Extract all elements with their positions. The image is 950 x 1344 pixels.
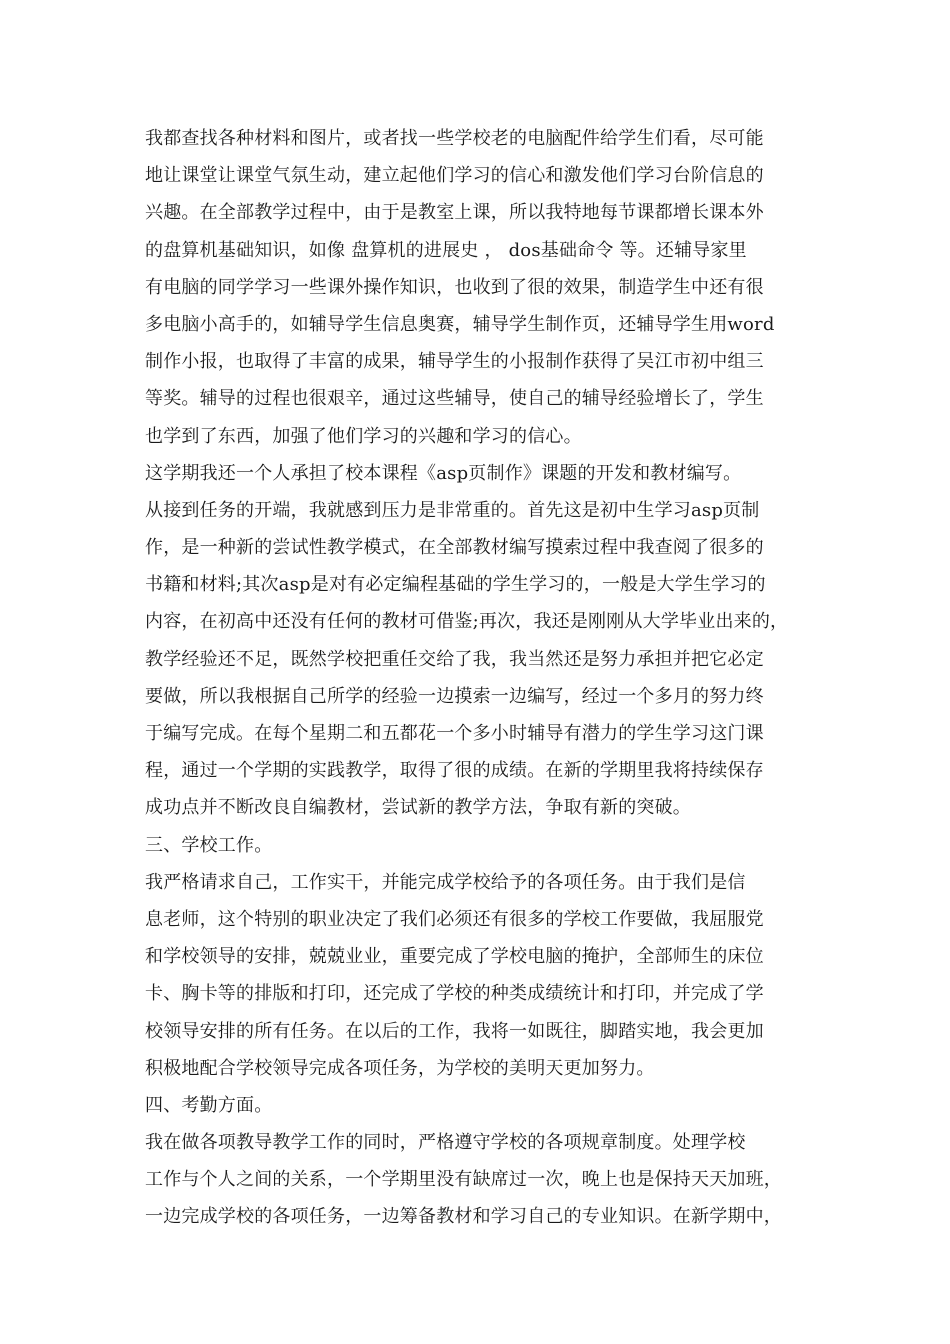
text-line: 工作与个人之间的关系，一个学期里没有缺席过一次，晚上也是保持天天加班， [145,1169,782,1191]
text-line: 的盘算机基础知识，如像 盘算机的进展史 ， dos基础命令 等。还辅导家里 [145,239,747,261]
text-line: 内容，在初高中还没有任何的教材可借鉴;再次，我还是刚刚从大学毕业出来的， [145,611,789,633]
text-line: 校领导安排的所有任务。在以后的工作，我将一如既往，脚踏实地，我会更加 [145,1020,764,1042]
text-line: 卡、胸卡等的排版和打印，还完成了学校的种类成绩统计和打印，并完成了学 [145,983,764,1005]
text-line: 也学到了东西，加强了他们学习的兴趣和学习的信心。 [145,425,582,447]
text-line: 地让课堂让课堂气氛生动，建立起他们学习的信心和激发他们学习台阶信息的 [145,165,764,187]
text-line: 于编写完成。在每个星期二和五都花一个多小时辅导有潜力的学生学习这门课 [145,723,764,744]
text-line: 有电脑的同学学习一些课外操作知识，也收到了很的效果，制造学生中还有很 [145,276,764,298]
section-heading: 三、学校工作。 [145,834,273,856]
text-line: 一边完成学校的各项任务，一边筹备教材和学习自己的专业知识。在新学期中， [145,1206,782,1228]
text-line: 等奖。辅导的过程也很艰辛，通过这些辅导，使自己的辅导经验增长了，学生 [145,388,764,410]
text-line: 作，是一种新的尝试性教学模式，在全部教材编写摸索过程中我查阅了很多的 [145,537,764,559]
text-line: 多电脑小高手的，如辅导学生信息奥赛，辅导学生制作页，还辅导学生用word [145,313,775,335]
section-heading: 四、考勤方面。 [145,1094,273,1116]
document-body [145,120,825,1236]
text-line: 息老师，这个特别的职业决定了我们必须还有很多的学校工作要做，我屈服党 [145,908,764,930]
text-line: 我严格请求自己，工作实干，并能完成学校给予的各项任务。由于我们是信 [145,871,746,893]
text-line: 和学校领导的安排，兢兢业业，重要完成了学校电脑的掩护，全部师生的床位 [145,946,764,968]
text-line: 教学经验还不足，既然学校把重任交给了我，我当然还是努力承担并把它必定 [145,648,764,670]
text-line: 这学期我还一个人承担了校本课程《asp页制作》课题的开发和教材编写。 [145,462,742,484]
text-line: 成功点并不断改良自编教材，尝试新的教学方法，争取有新的突破。 [145,797,691,819]
text-line: 积极地配合学校领导完成各项任务，为学校的美明天更加努力。 [145,1057,655,1079]
text-line: 我都查找各种材料和图片，或者找一些学校老的电脑配件给学生们看，尽可能 [145,128,764,149]
text-line: 从接到任务的开端，我就感到压力是非常重的。首先这是初中生学习asp页制 [145,499,760,521]
text-line: 程，通过一个学期的实践教学，取得了很的成绩。在新的学期里我将持续保存 [145,760,764,782]
text-line: 书籍和材料;其次asp是对有必定编程基础的学生学习的，一般是大学生学习的 [145,574,766,596]
text-line: 要做，所以我根据自己所学的经验一边摸索一边编写，经过一个多月的努力终 [145,685,764,707]
text-line: 兴趣。在全部教学过程中，由于是教室上课，所以我特地每节课都增长课本外 [145,202,764,224]
text-line: 我在做各项教导教学工作的同时，严格遵守学校的各项规章制度。处理学校 [145,1132,746,1154]
text-line: 制作小报，也取得了丰富的成果，辅导学生的小报制作获得了吴江市初中组三 [145,351,764,373]
